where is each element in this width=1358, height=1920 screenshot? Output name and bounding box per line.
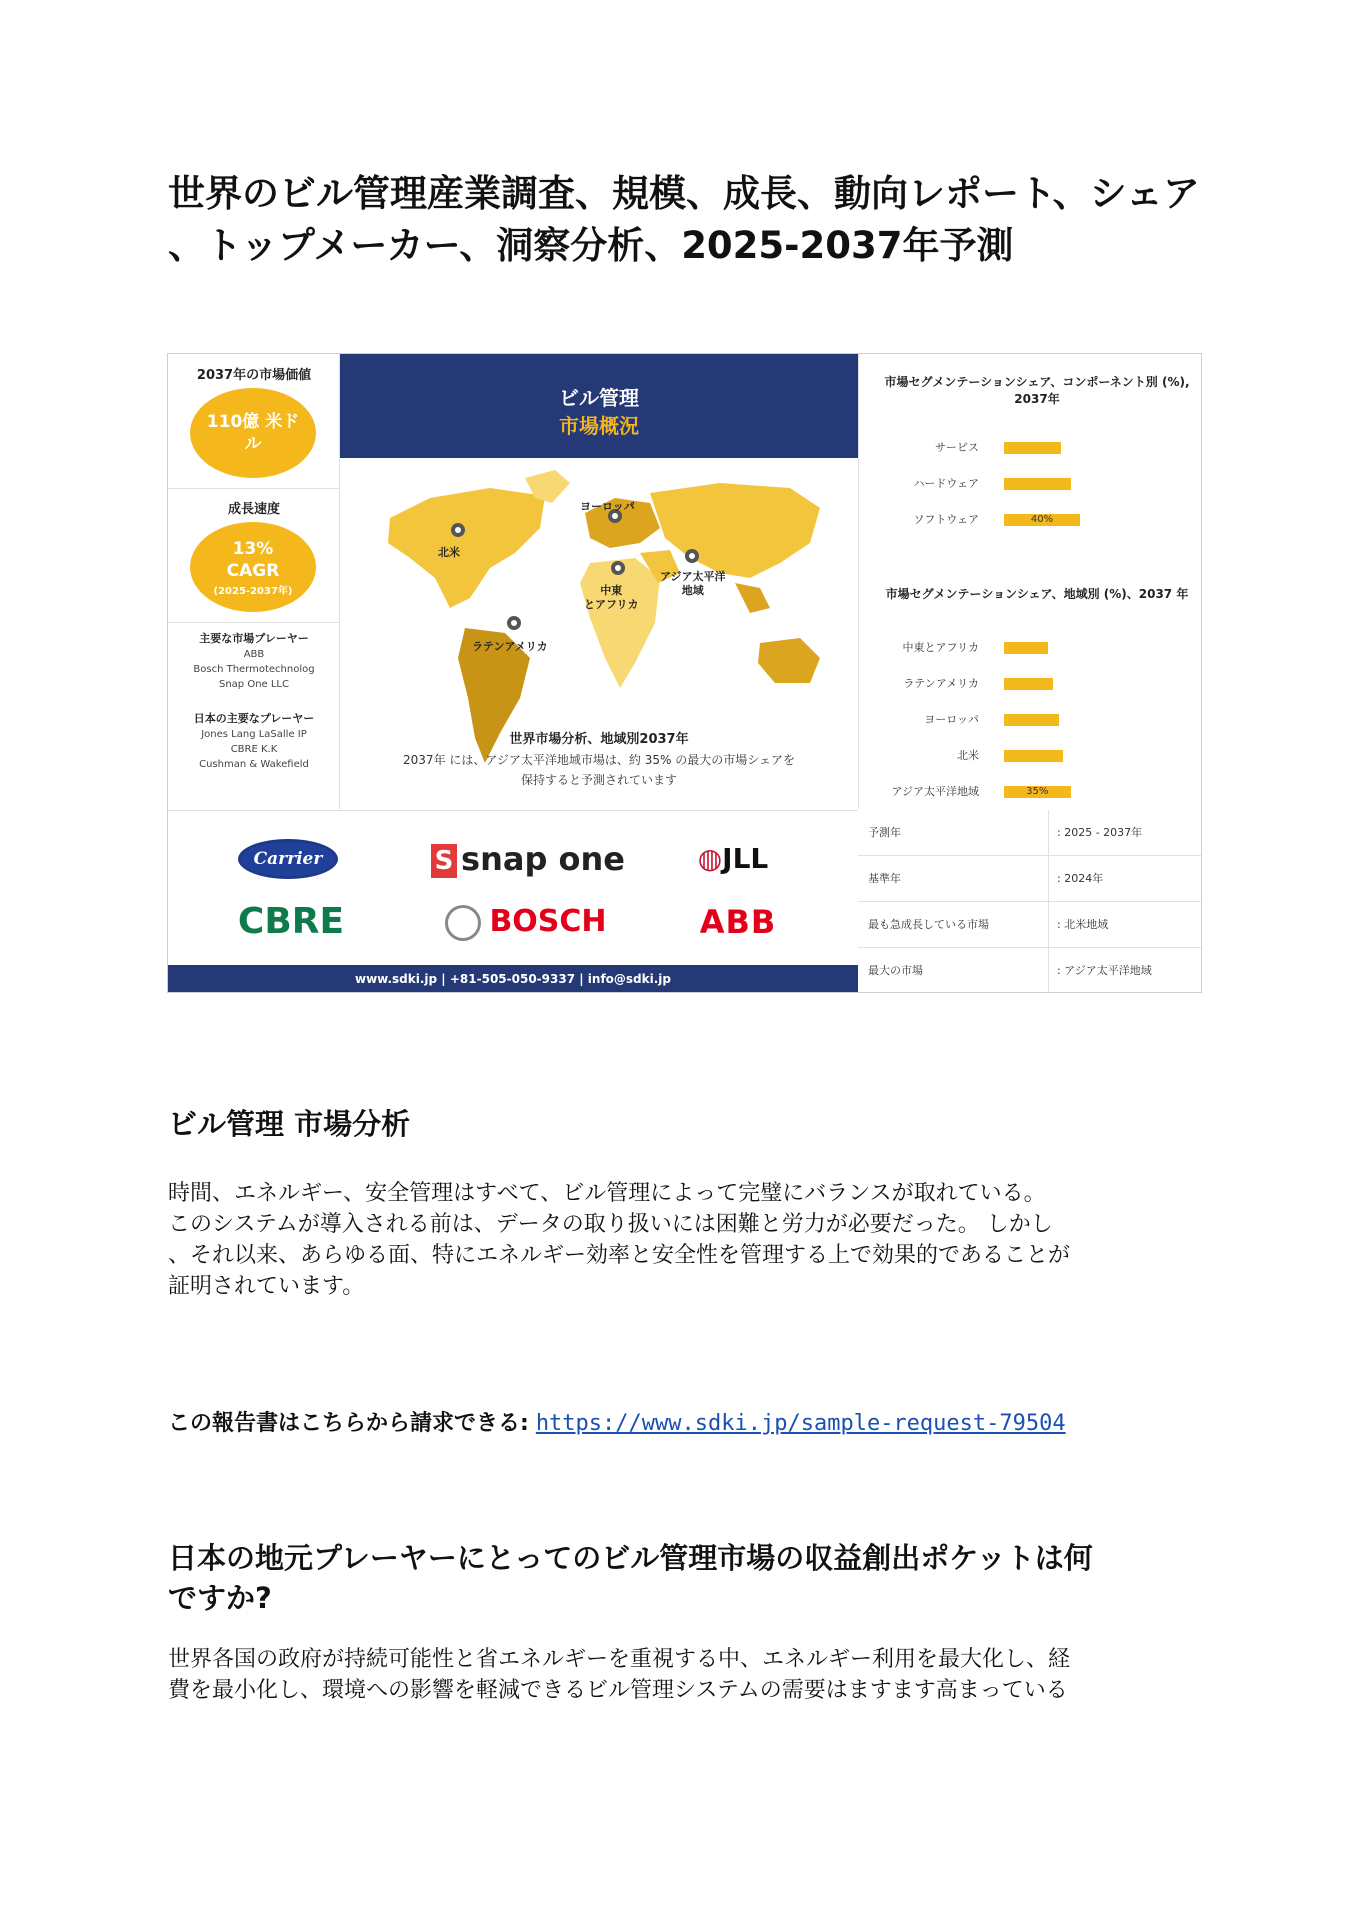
component-chart-title: 市場セグメンテーションシェア、コンポーネント別 (%), 2037年: [884, 375, 1190, 406]
bar-row: [859, 676, 1202, 692]
sample-request-link[interactable]: https://www.sdki.jp/sample-request-79504: [535, 1411, 1066, 1436]
bar-data-label: 35%: [1026, 786, 1049, 797]
key-player: Bosch Thermotechnolog: [193, 664, 315, 675]
info-key: 最大の市場: [868, 964, 923, 977]
bar: [1004, 750, 1063, 762]
key-player: ABB: [243, 649, 265, 660]
bar-category-label: ラテンアメリカ: [903, 677, 979, 690]
infographic-header: [340, 354, 858, 458]
bosch-logo: [426, 899, 626, 945]
world-map-area: [340, 458, 858, 810]
infographic-header-subtitle: 市場概況: [559, 414, 639, 438]
bar-category-label: アジア太平洋地域: [891, 785, 979, 798]
market-value-line-1: 110億 米ド: [206, 412, 300, 432]
japan-player: Cushman & Wakefield: [199, 759, 309, 770]
info-row: [858, 902, 1202, 948]
cagr-circle: [190, 522, 316, 612]
bar: [1004, 714, 1059, 726]
jll-logo: [683, 837, 783, 881]
map-label-apac: [660, 570, 726, 598]
jll-mark-icon: ◍: [697, 842, 723, 875]
abb-logo: ABB: [699, 903, 777, 941]
map-pin-icon: [685, 549, 699, 563]
market-infographic: [167, 353, 1202, 993]
heading-line: ですか?: [168, 1581, 272, 1615]
map-label-mea-line: 中東: [600, 584, 623, 597]
info-key: 最も急成長している市場: [868, 918, 989, 931]
bar-category-label: 北米: [957, 749, 979, 762]
revenue-pockets-paragraph: [168, 1644, 1208, 1706]
market-value-line-2: ル: [244, 434, 262, 454]
company-logos: [168, 810, 858, 965]
info-value: : 2024年: [1048, 856, 1198, 902]
bar-row: [859, 640, 1202, 656]
divider: [168, 622, 340, 623]
jll-text: JLL: [722, 842, 769, 875]
bar-category-label: 中東とアフリカ: [902, 641, 979, 654]
southeast-asia-shape: [735, 583, 770, 613]
map-caption-title: 世界市場分析、地域別2037年: [509, 732, 689, 747]
bosch-text: BOSCH: [489, 904, 607, 939]
bar-row: [859, 512, 1202, 528]
bar-data-label: 40%: [1030, 514, 1054, 525]
bar-row: [859, 712, 1202, 728]
cagr-label: CAGR: [226, 560, 280, 581]
map-label-apac-line: アジア太平洋: [660, 570, 726, 583]
cagr-value: 13%: [232, 538, 274, 559]
paragraph-line: 世界各国の政府が持続可能性と省エネルギーを重視する中、エネルギー利用を最大化し、経: [168, 1647, 1071, 1672]
bar: [1004, 478, 1071, 490]
japan-player: CBRE K.K: [230, 744, 278, 755]
bar: [1004, 786, 1071, 798]
map-caption: [340, 750, 858, 790]
map-label-mea-line: とアフリカ: [584, 598, 639, 611]
heading-line: 日本の地元プレーヤーにとってのビル管理市場の収益創出ポケットは何: [168, 1541, 1093, 1575]
market-value-label: 2037年の市場価値: [196, 368, 312, 383]
title-line-2: 、トップメーカー、洞察分析、2025-2037年予測: [168, 224, 1014, 267]
title-line-1: 世界のビル管理産業調査、規模、成長、動向レポート、シェア: [168, 172, 1200, 215]
bar-category-label: ヨーロッパ: [924, 713, 979, 726]
market-analysis-paragraph: [168, 1178, 1208, 1302]
bosch-ring-icon: [445, 905, 481, 941]
map-pin-icon: [611, 561, 625, 575]
paragraph-line: 証明されています。: [168, 1274, 365, 1299]
map-label-mea: [584, 584, 638, 612]
info-value: : 2025 - 2037年: [1048, 810, 1198, 856]
infographic-left-panel: [168, 354, 340, 809]
map-caption-line: 2037年 には、アジア太平洋地域市場は、約 35% の最大の市場シェアを: [403, 753, 795, 767]
japan-players-heading: 日本の主要なプレーヤー: [193, 712, 315, 725]
snap-one-logo: [428, 837, 628, 881]
bar: [1004, 642, 1048, 654]
info-table: [858, 810, 1202, 993]
paragraph-line: 時間、エネルギー、安全管理はすべて、ビル管理によって完璧にバランスが取れている。: [168, 1181, 1046, 1206]
section-heading-market-analysis: ビル管理 市場分析: [168, 1107, 411, 1141]
japan-player: Jones Lang LaSalle IP: [201, 729, 307, 740]
bar-row: [859, 440, 1202, 456]
australia-shape: [758, 638, 820, 683]
paragraph-line: このシステムが導入される前は、データの取り扱いには困難と労力が必要だった。 しかし: [168, 1212, 1053, 1237]
paragraph-line: 費を最小化し、環境への影響を軽減できるビル管理システムの需要はますます高まっている: [168, 1678, 1068, 1703]
map-label-latam: ラテンアメリカ: [472, 640, 548, 653]
section-heading-revenue-pockets: [168, 1538, 1208, 1618]
north-america-shape: [388, 488, 545, 608]
infographic-header-title: ビル管理: [559, 386, 639, 410]
bar-row: [859, 748, 1202, 764]
snap-one-text: snap one: [461, 840, 625, 878]
bar-category-label: ハードウェア: [913, 477, 979, 490]
bar: [1004, 678, 1053, 690]
infographic-footer: www.sdki.jp | +81-505-050-9337 | info@sdki.jp: [168, 965, 858, 993]
info-key: 予測年: [868, 826, 901, 839]
info-row: [858, 948, 1202, 993]
map-pin-icon: [451, 523, 465, 537]
cbre-logo: CBRE: [237, 901, 345, 942]
map-caption-line: 保持すると予測されています: [520, 773, 677, 787]
sample-request-label: この報告書はこちらから請求できる:: [168, 1411, 529, 1436]
key-players-heading: 主要な市場プレーヤー: [199, 632, 309, 645]
growth-label: 成長速度: [227, 502, 280, 517]
bar-row: [859, 784, 1202, 800]
info-value: : 北米地域: [1048, 902, 1198, 948]
infographic-right-panel: [858, 354, 1202, 809]
divider: [168, 488, 340, 489]
map-label-apac-line: 地域: [681, 584, 704, 597]
info-row: [858, 856, 1202, 902]
info-value: : アジア太平洋地域: [1048, 948, 1198, 993]
page-title: [168, 168, 1208, 272]
info-row: [858, 810, 1202, 856]
snap-s-icon: S: [431, 844, 457, 878]
carrier-logo: Carrier: [238, 839, 338, 879]
cagr-period: (2025-2037年): [213, 585, 293, 597]
map-label-north-america: 北米: [438, 546, 460, 559]
map-label-europe: ヨーロッパ: [580, 500, 635, 513]
key-player: Snap One LLC: [218, 679, 289, 690]
region-chart-title: 市場セグメンテーションシェア、地域別 (%)、2037 年: [885, 587, 1189, 601]
market-value-circle: [190, 388, 316, 478]
africa-shape: [580, 558, 660, 688]
sample-request-line: [168, 1408, 1066, 1440]
bar-row: [859, 476, 1202, 492]
paragraph-line: 、それ以来、あらゆる面、特にエネルギー効率と安全性を管理する上で効果的であることが: [168, 1243, 1071, 1268]
map-pin-icon: [507, 616, 521, 630]
bar: [1004, 442, 1061, 454]
bar: [1004, 514, 1080, 526]
bar-category-label: ソフトウェア: [913, 513, 979, 526]
info-key: 基準年: [868, 872, 901, 885]
bar-category-label: サービス: [935, 441, 979, 454]
